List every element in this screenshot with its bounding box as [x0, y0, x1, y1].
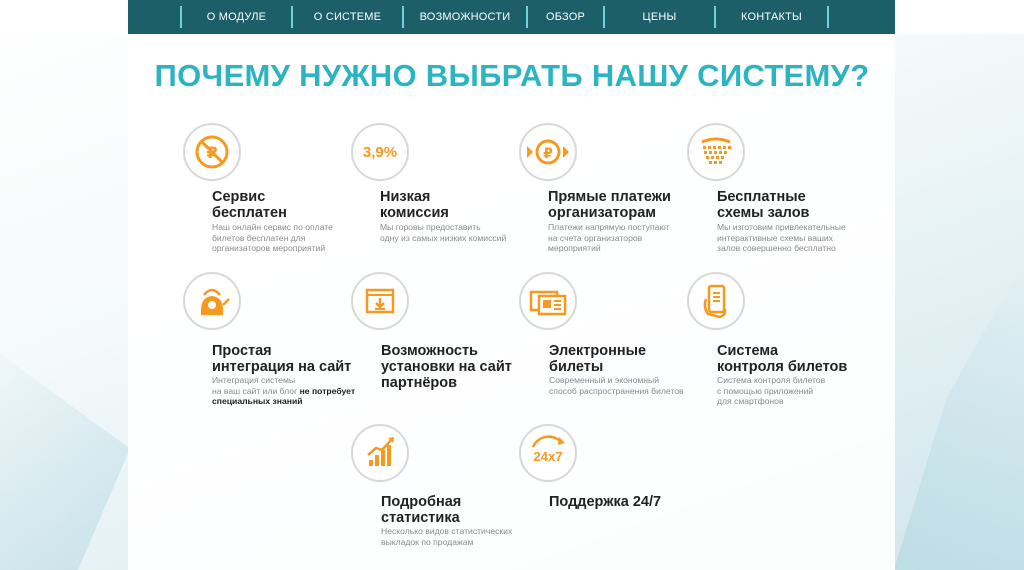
hall-scheme-icon: [687, 123, 745, 181]
content-panel: [128, 34, 895, 570]
nav-item-overview[interactable]: ОБЗОР: [545, 11, 586, 23]
kettle-icon: [183, 272, 241, 330]
nav-item-contacts[interactable]: КОНТАКТЫ: [741, 11, 802, 23]
feature-description: Система контроля билетов с помощью приложений для смартфонов: [717, 375, 826, 406]
phone-hand-icon: [687, 272, 745, 330]
feature-description: Мы горовы предоставить одну из самых низких комиссий: [380, 222, 507, 243]
bar-chart-icon: [351, 424, 409, 482]
page-title: ПОЧЕМУ НУЖНО ВЫБРАТЬ НАШУ СИСТЕМУ?: [154, 58, 870, 93]
e-ticket-icon: [519, 272, 577, 330]
svg-text:₽: ₽: [206, 143, 218, 162]
support-24x7-icon: [519, 424, 577, 482]
free-ruble-icon: [183, 123, 241, 181]
nav-item-about-system[interactable]: О СИСТЕМЕ: [313, 11, 382, 23]
background-shape-left: [0, 300, 130, 570]
nav-separator: [827, 6, 829, 28]
feature-description: Платежи напрямую поступают на счета организаторов мероприятий: [548, 222, 670, 253]
feature-title: Поддержка 24/7: [549, 494, 662, 510]
feature-title: Простая интеграция на сайт: [212, 343, 352, 375]
feature-description: Наш онлайн сервис по оплате билетов бесплатен для организаторов мероприятий: [212, 222, 333, 253]
ruble-transfer-icon: [519, 123, 577, 181]
feature-title: Система контроля билетов: [717, 343, 848, 375]
feature-description: Несколько видов статистических выкладок по продажам: [381, 526, 513, 547]
feature-description: Современный и экономный способ распространения билетов: [549, 375, 684, 396]
nav-item-prices[interactable]: ЦЕНЫ: [642, 11, 677, 23]
svg-text:₽: ₽: [543, 146, 553, 162]
feature-title: Прямые платежи организаторам: [548, 189, 671, 221]
nav-item-features[interactable]: ВОЗМОЖНОСТИ: [419, 11, 511, 23]
feature-title: Возможность установки на сайт партнёров: [381, 343, 512, 391]
feature-description-bold: не потребует специальных знаний: [212, 385, 356, 406]
support-icon-label: 24x7: [533, 448, 563, 464]
percent-icon: [351, 123, 409, 181]
feature-description: [212, 375, 355, 407]
background-shape-right: [894, 260, 1024, 570]
feature-title: Подробная статистика: [381, 494, 462, 526]
feature-title: Низкая комиссия: [380, 189, 449, 221]
nav-item-about-module[interactable]: О МОДУЛЕ: [206, 11, 267, 23]
feature-description: Мы изготовим привлекательные интерактивные схемы ваших залов совершенно бесплатно: [717, 222, 846, 253]
main-nav: [128, 0, 895, 34]
feature-title: Сервис бесплатен: [212, 189, 287, 221]
download-window-icon: [351, 272, 409, 330]
feature-title: Электронные билеты: [549, 343, 647, 375]
feature-description-text: Интеграция системы на ваш сайт или блог: [212, 375, 298, 396]
percent-icon-label: 3,9%: [362, 143, 398, 161]
feature-title: Бесплатные схемы залов: [717, 189, 810, 221]
